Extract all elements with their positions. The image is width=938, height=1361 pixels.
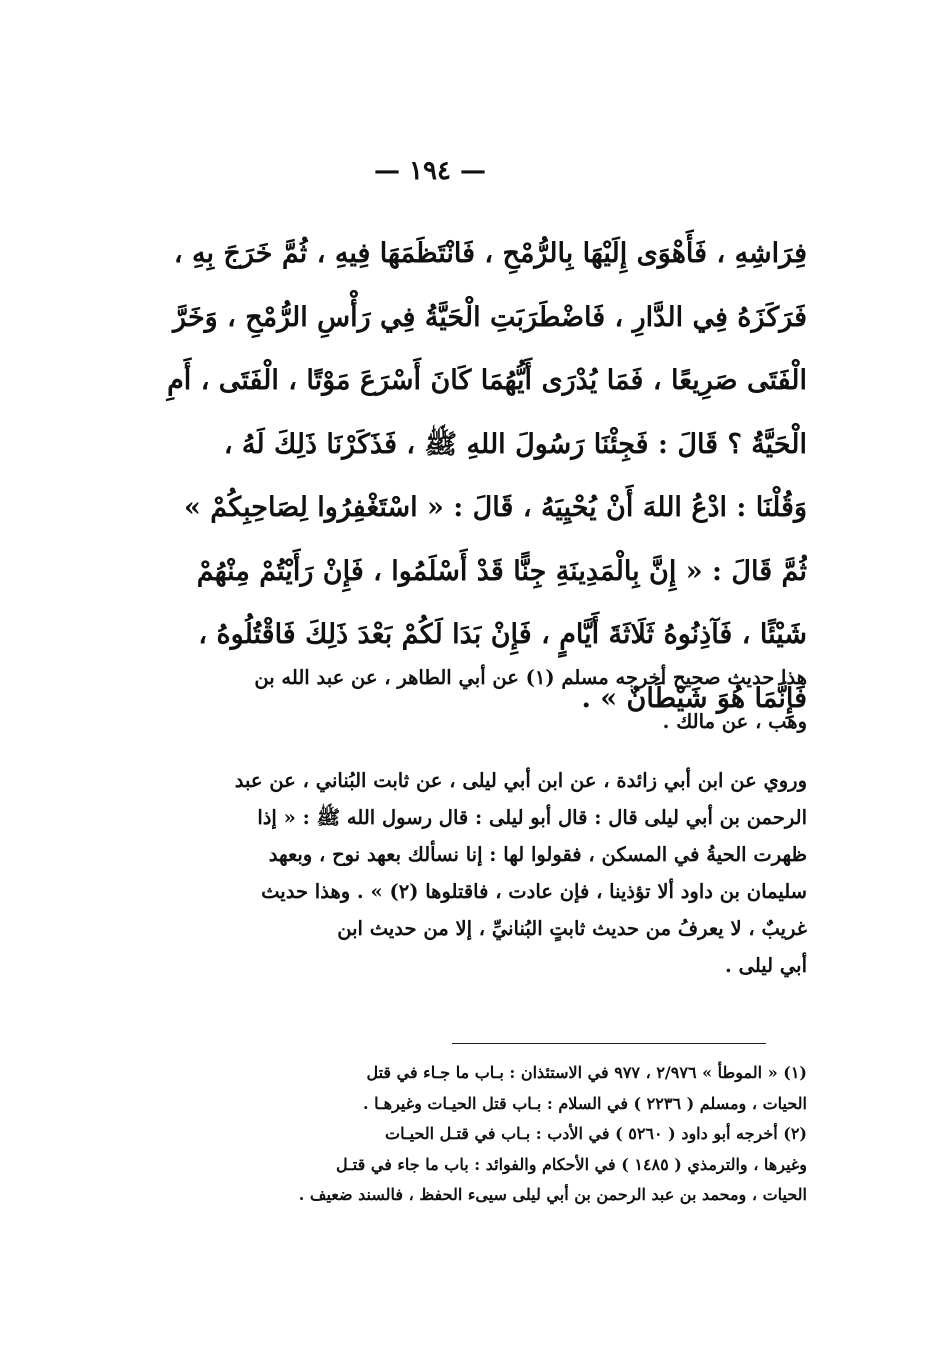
hadith-line: فَرَكَزَهُ فِي الدَّارِ ، فَاضْطَرَبَتِ الْحَيَّةُ فِي رَأْسِ الرُّمْحِ ، وَخَرَّ: [173, 301, 807, 333]
hadith-line: شَيْئًا ، فَآذِنُوهُ ثَلَاثَةَ أَيَّامٍ ، فَإِنْ بَدَا لَكُمْ بَعْدَ ذَلِكَ فَاقْتُلُوهُ ،: [198, 619, 807, 650]
commentary-line: وروي عن ابن أبي زائدة ، عن ابن أبي ليلى ، عن ثابت البُناني ، عن عبد: [234, 769, 807, 792]
hadith-line: ثُمَّ قَالَ : « إِنَّ بِالْمَدِينَةِ جِنًّا قَدْ أَسْلَمُوا ، فَإِنْ رَأَيْتُمْ مِنْهُمْ: [196, 555, 807, 587]
commentary-paragraph-2: [112, 762, 807, 984]
commentary-line: ظهرت الحيةُ في المسكن ، فقولوا لها : إنا نسألك بعهد نوح ، وبعهد: [268, 843, 807, 866]
commentary-line: الرحمن بن أبي ليلى قال : قال أبو ليلى : قال رسول الله ﷺ : « إذا: [257, 806, 807, 829]
hadith-line: وَقُلْنَا : ادْعُ اللهَ أَنْ يُحْيِيَهُ ، قَالَ : « اسْتَغْفِرُوا لِصَاحِبِكُمْ »: [183, 492, 807, 523]
footnote-line: وغيرها ، والترمذي ( ١٤٨٥ ) في الأحكام والفوائد : باب ما جاء في قتـل: [336, 1154, 807, 1174]
commentary-line: هذا حديث صحيح أخرجه مسلم (١) عن أبي الطاهر ، عن عبد الله بن: [254, 666, 807, 689]
commentary-line: سليمان بن داود ألا تؤذينا ، فإن عادت ، فاقتلوها (٢) » . وهذا حديث: [261, 880, 807, 903]
hadith-line: الْفَتَى صَرِيعًا ، فَمَا يُدْرَى أَيُّهُمَا كَانَ أَسْرَعَ مَوْتًا ، الْفَتَى ، أَمِ: [167, 365, 807, 396]
footnote-divider: [452, 1043, 766, 1044]
footnote-line: الحيات ، ومحمد بن عبد الرحمن بن أبي ليلى سيىء الحفظ ، فالسند ضعيف .: [298, 1185, 807, 1204]
footnote-line: (١) « الموطأ » ٢/٩٧٦ ، ٩٧٧ في الاستئذان : بـاب ما جـاء في قتل: [366, 1063, 807, 1082]
hadith-text: [112, 222, 807, 730]
footnote-line: (٢) أخرجه أبو داود ( ٥٢٦٠ ) في الأدب : بـاب في قتـل الحيـات: [385, 1124, 807, 1143]
hadith-line: فِرَاشِهِ ، فَأَهْوَى إِلَيْهَا بِالرُّمْحِ ، فَانْتَظَمَهَا فِيهِ ، ثُمَّ خَرَجَ بِهِ ،: [173, 238, 807, 269]
commentary-line: وهب ، عن مالك .: [662, 710, 807, 733]
commentary-paragraph-1: [112, 656, 807, 744]
hadith-line: الْحَيَّةُ ؟ قَالَ : فَجِئْنَا رَسُولَ اللهِ ﷺ ، فَذَكَرْنَا ذَلِكَ لَهُ ،: [223, 428, 807, 460]
hadith-line: فَإِنَّمَا هُوَ شَيْطَانٌ » .: [581, 682, 807, 714]
commentary-line: غريبٌ ، لا يعرفُ من حديث ثابتٍ البُنانيِّ ، إلا من حديث ابن: [337, 917, 807, 940]
footnotes: [112, 1058, 807, 1211]
commentary-line: أبي ليلى .: [725, 954, 807, 977]
footnote-line: الحيات ، ومسلم ( ٢٢٣٦ ) في السلام : بـاب قتل الحيـات وغيرهـا .: [362, 1093, 807, 1113]
page-number: — ١٩٤ —: [373, 156, 487, 186]
